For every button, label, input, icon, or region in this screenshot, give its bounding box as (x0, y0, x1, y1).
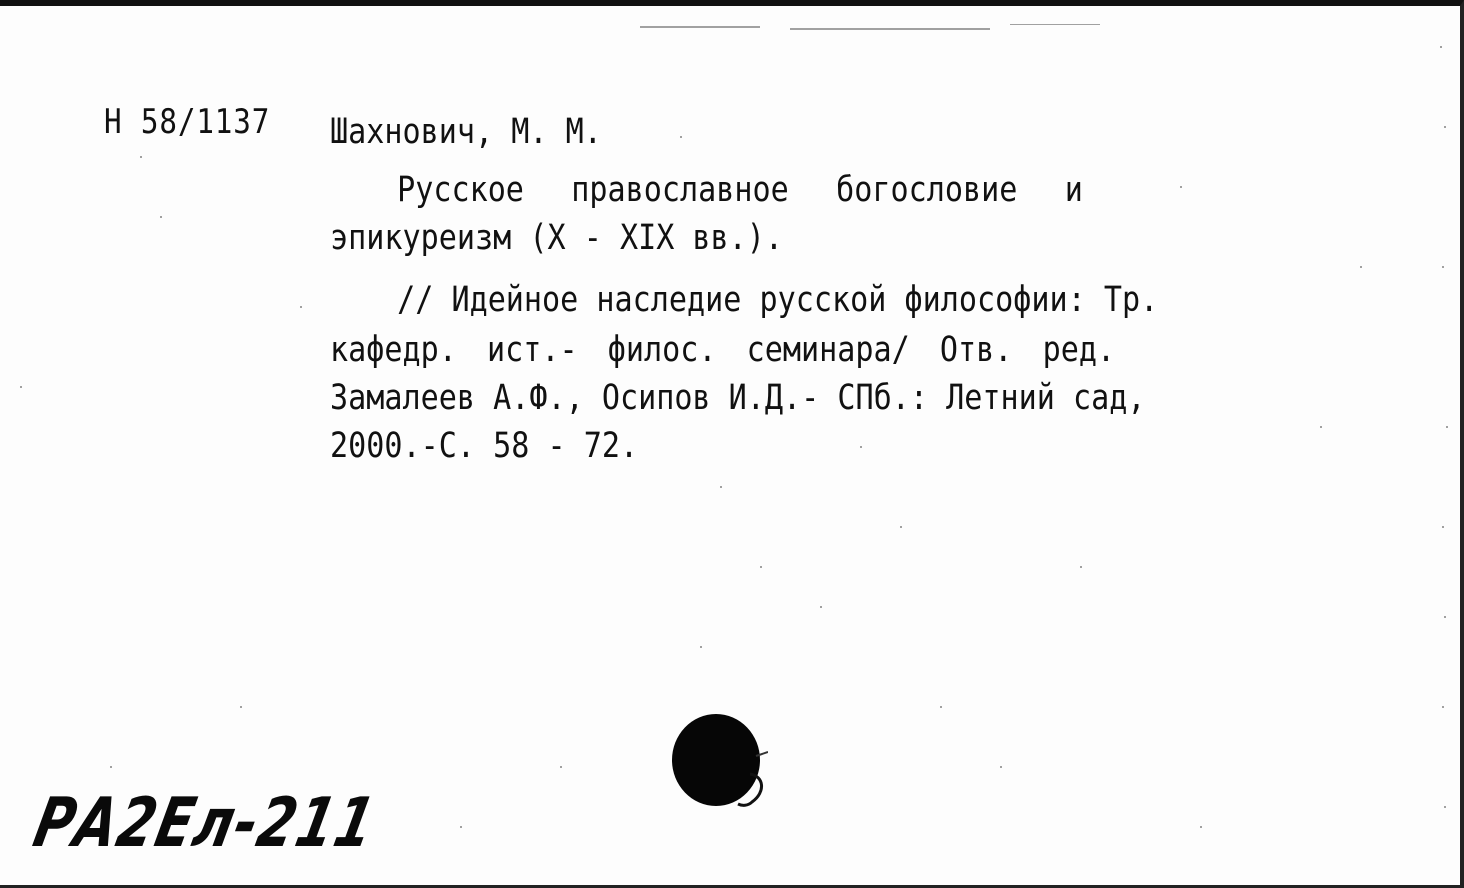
shelfmark: Н 58/1137 (104, 102, 271, 142)
source-line-4: 2000.-С. 58 - 72. (330, 426, 639, 466)
title-line-2: эпикуреизм (X - XIX вв.). (330, 218, 784, 258)
handwritten-call-number: РА2Ел-211 (27, 784, 383, 863)
source-line-3: Замалеев А.Ф., Осипов И.Д.- СПб.: Летний сад, (330, 378, 1146, 418)
title-line-1: Русское православное богословие и (397, 170, 1083, 210)
source-line-1: // Идейное наследие русской философии: Тр. (397, 280, 1159, 320)
source-line-2: кафедр. ист.- филос. семинара/ Отв. ред. (330, 330, 1116, 370)
bibliographic-entry (330, 102, 1276, 466)
author-line: Шахнович, М. М. (330, 112, 602, 152)
punch-hole (672, 714, 768, 810)
